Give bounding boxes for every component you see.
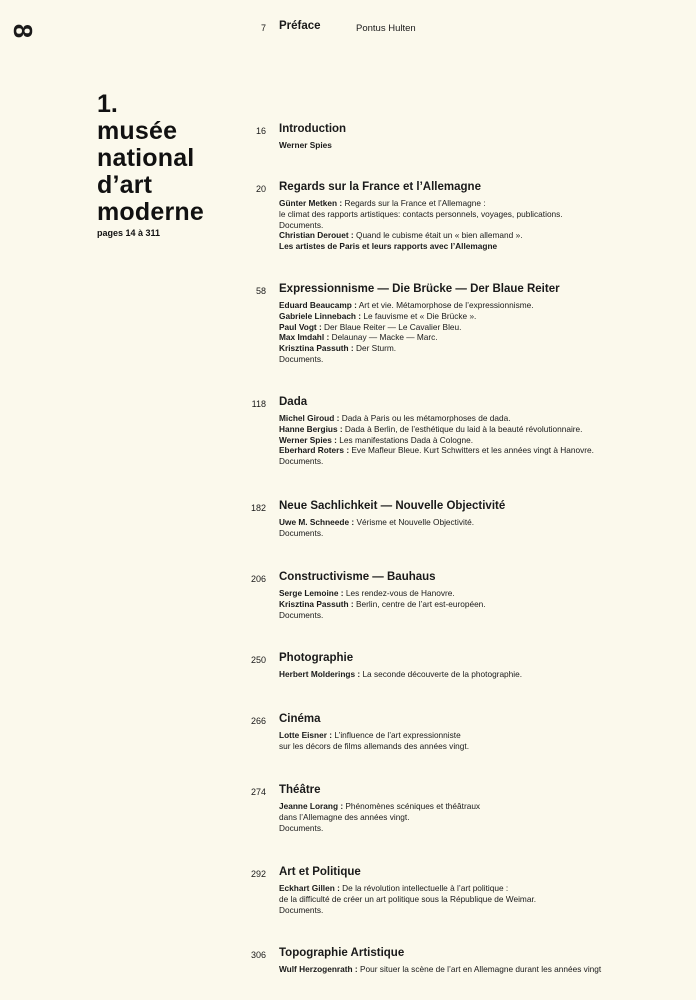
toc-author: Eckhart Gillen : (279, 883, 340, 893)
toc-heading: Topographie Artistique (279, 947, 405, 959)
toc-line (279, 322, 534, 333)
section-title-line: d’art (97, 171, 153, 199)
toc-line (279, 456, 594, 467)
toc-contributions (279, 883, 536, 915)
toc-author: Eberhard Roters : (279, 445, 350, 456)
toc-heading: Dada (279, 396, 308, 408)
toc-text: Quand le cubisme était un « bien allemand ». (353, 230, 523, 241)
toc-line (279, 588, 486, 599)
toc-author: Hanne Bergius : (279, 423, 343, 434)
toc-line (279, 424, 594, 435)
section-title-line: national (97, 144, 195, 172)
toc-text: De la révolution intellectuelle à l’art politique : (339, 883, 509, 893)
toc-contributions (279, 140, 332, 151)
toc-line (279, 343, 534, 354)
page-number: 8 (8, 23, 38, 39)
toc-line (279, 823, 480, 834)
toc-text: Documents. (279, 527, 324, 538)
toc-line (279, 413, 594, 424)
toc-author: Les artistes de Paris et leurs rapports avec l’Allemagne (279, 241, 498, 252)
toc-author: Max Imdahl : (279, 332, 330, 343)
toc-contributions (279, 801, 480, 833)
toc-line (279, 220, 563, 231)
toc-contributions (279, 964, 601, 975)
toc-text: le climat des rapports artistiques: contacts personnels, voyages, publications. (279, 208, 563, 219)
toc-line (279, 140, 332, 151)
toc-line (279, 241, 563, 252)
toc-text: Berlin, centre de l’art est-européen. (353, 598, 486, 609)
toc-author: Pontus Hulten (356, 23, 416, 34)
toc-text: de la difficulté de créer un art politique sous la République de Weimar. (279, 893, 537, 904)
toc-page-number: 250 (250, 655, 266, 665)
toc-line (279, 332, 534, 343)
toc-line (279, 894, 536, 905)
toc-contributions (279, 730, 469, 752)
section-title-line: musée (97, 117, 178, 145)
toc-line (279, 610, 486, 621)
toc-heading: Préface (279, 20, 321, 32)
toc-contributions (279, 517, 474, 539)
toc-page-number: 266 (250, 716, 266, 726)
toc-line (279, 599, 486, 610)
toc-author: Werner Spies : (279, 434, 337, 445)
toc-line (279, 198, 563, 209)
toc-heading: Regards sur la France et l’Allemagne (279, 181, 481, 193)
toc-author: Krisztina Passuth : (279, 343, 354, 354)
toc-text: Documents. (279, 456, 324, 467)
toc-text: Art et vie. Métamorphose de l’expressionnisme. (356, 300, 534, 310)
toc-line (279, 517, 474, 528)
toc-text: sur les décors de films allemands des années vingt. (279, 740, 470, 751)
toc-line (279, 209, 563, 220)
toc-text: Der Sturm. (353, 343, 397, 354)
toc-page-number: 274 (250, 787, 266, 797)
toc-page-number: 306 (250, 950, 266, 960)
toc-author: Uwe M. Schneede : (279, 517, 355, 527)
toc-author: Lotte Eisner : (279, 730, 333, 740)
section-page-range: pages 14 à 311 (97, 228, 161, 238)
toc-line (279, 730, 469, 741)
toc-text: Pour situer la scène de l’art en Allemagne durant les années vingt (357, 964, 602, 974)
toc-line (279, 230, 563, 241)
toc-line (279, 445, 594, 456)
toc-line (279, 741, 469, 752)
toc-line (279, 883, 536, 894)
toc-page-number: 206 (250, 574, 266, 584)
toc-author: Christian Derouet : (279, 230, 354, 241)
toc-text: Phénomènes scéniques et théâtraux (343, 801, 481, 811)
toc-text: Le fauvisme et « Die Brücke ». (361, 310, 477, 321)
toc-text: Documents. (279, 904, 324, 915)
toc-text: Vérisme et Nouvelle Objectivité. (354, 517, 475, 527)
toc-text: Dada à Paris ou les métamorphoses de dada. (339, 413, 511, 423)
toc-heading: Constructivisme — Bauhaus (279, 571, 436, 583)
toc-author: Gabriele Linnebach : (279, 310, 362, 321)
toc-heading: Art et Politique (279, 866, 361, 878)
section-number: 1. (97, 90, 118, 118)
toc-heading: Expressionnisme — Die Brücke — Der Blaue Reiter (279, 283, 560, 295)
toc-text: Documents. (279, 609, 324, 620)
toc-text: Documents. (279, 219, 324, 230)
toc-heading: Cinéma (279, 713, 321, 725)
toc-text: Dada à Berlin, de l’esthétique du laid à la beauté révolutionnaire. (342, 423, 583, 434)
toc-line (279, 354, 534, 365)
toc-line (279, 669, 522, 680)
toc-author: Wulf Herzogenrath : (279, 964, 358, 974)
toc-contributions (279, 669, 522, 680)
toc-heading: Photographie (279, 652, 354, 664)
toc-author: Michel Giroud : (279, 413, 340, 423)
toc-line (279, 300, 534, 311)
toc-text: Documents. (279, 353, 324, 364)
toc-line (279, 905, 536, 916)
toc-line (279, 311, 534, 322)
toc-page-number: 16 (255, 126, 266, 136)
toc-text: La seconde découverte de la photographie. (360, 669, 523, 679)
toc-text: L’influence de l’art expressionniste (332, 730, 461, 740)
toc-text: Delaunay — Macke — Marc. (329, 332, 438, 343)
toc-page-number: 182 (250, 503, 266, 513)
toc-author: Paul Vogt : (279, 321, 322, 332)
toc-page-number: 292 (250, 869, 266, 879)
toc-text: Der Blaue Reiter — Le Cavalier Bleu. (321, 321, 462, 332)
toc-text: Documents. (279, 822, 324, 833)
toc-heading: Neue Sachlichkeit — Nouvelle Objectivité (279, 500, 506, 512)
toc-text: Regards sur la France et l’Allemagne : (342, 198, 486, 208)
toc-author: Krisztina Passuth : (279, 598, 354, 609)
toc-heading: Théâtre (279, 784, 321, 796)
toc-text: Eve Mafleur Bleue. Kurt Schwitters et les années vingt à Hanovre. (349, 445, 594, 456)
toc-page-number: 118 (251, 399, 266, 409)
toc-text: dans l’Allemagne des années vingt. (279, 811, 410, 822)
toc-heading: Introduction (279, 123, 347, 135)
toc-text: Les manifestations Dada à Cologne. (336, 434, 474, 445)
toc-line (279, 964, 601, 975)
toc-line (279, 801, 480, 812)
toc-author: Jeanne Lorang : (279, 801, 344, 811)
toc-contributions (279, 413, 594, 467)
section-title-line: moderne (97, 198, 204, 226)
toc-page-number: 20 (255, 184, 266, 194)
toc-page-number: 58 (255, 286, 266, 296)
toc-contributions (279, 588, 486, 620)
toc-line (279, 528, 474, 539)
section-title (97, 90, 204, 239)
toc-author: Serge Lemoine : (279, 588, 344, 598)
toc-author: Eduard Beaucamp : (279, 300, 357, 310)
toc-text: Les rendez-vous de Hanovre. (343, 588, 455, 598)
toc-line (279, 435, 594, 446)
toc-author: Herbert Molderings : (279, 669, 361, 679)
toc-author: Werner Spies (279, 140, 332, 150)
toc-author: Günter Metken : (279, 198, 343, 208)
toc-contributions (279, 300, 534, 365)
toc-contributions (279, 198, 563, 252)
toc-page-number: 7 (260, 23, 266, 33)
toc-line (279, 812, 480, 823)
